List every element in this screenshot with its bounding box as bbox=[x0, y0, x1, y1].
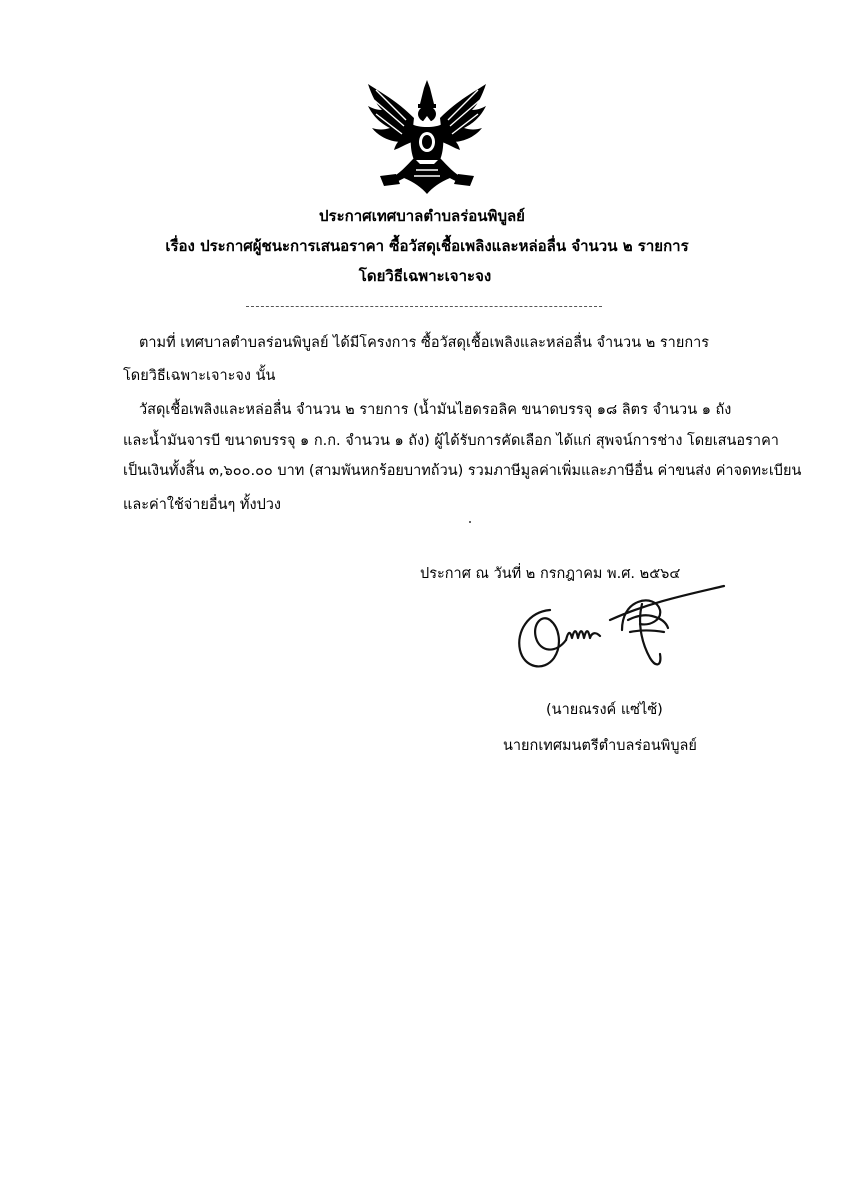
announcement-subject: เรื่อง ประกาศผู้ชนะการเสนอราคา ซื้อวัสดุเชื้อเพลิงและหล่อลื่น จำนวน ๒ รายการ bbox=[165, 237, 689, 255]
body-line-4: และน้ำมันจารบี ขนาดบรรจุ ๑ ก.ก. จำนวน ๑ ถัง) ผู้ได้รับการคัดเลือก ได้แก่ สุพจน์การช่าง โดยเสนอราคา bbox=[123, 433, 779, 449]
signer-name: (นายณรงค์ แซ่ไซ้) bbox=[546, 702, 663, 718]
announcement-date: ประกาศ ณ วันที่ ๒ กรกฎาคม พ.ศ. ๒๕๖๔ bbox=[420, 566, 681, 582]
garuda-emblem-icon bbox=[366, 78, 488, 196]
body-line-3: วัสดุเชื้อเพลิงและหล่อลื่น จำนวน ๒ รายการ (น้ำมันไฮดรอลิค ขนาดบรรจุ ๑๘ ลิตร จำนวน ๑ ถัง bbox=[139, 402, 732, 418]
signature-image bbox=[510, 580, 730, 680]
stray-mark bbox=[469, 521, 471, 523]
signer-position: นายกเทศมนตรีตำบลร่อนพิบูลย์ bbox=[503, 738, 697, 754]
body-line-5: เป็นเงินทั้งสิ้น ๓,๖๐๐.๐๐ บาท (สามพันหกร้อยบาทถ้วน) รวมภาษีมูลค่าเพิ่มและภาษีอื่น ค่าขนส่ง ค่าจดทะเบียน bbox=[123, 463, 802, 479]
title-divider bbox=[246, 306, 602, 307]
announcement-method: โดยวิธีเฉพาะเจาะจง bbox=[358, 267, 492, 285]
body-line-1: ตามที่ เทศบาลตำบลร่อนพิบูลย์ ได้มีโครงการ ซื้อวัสดุเชื้อเพลิงและหล่อลื่น จำนวน ๒ รายการ bbox=[139, 335, 710, 351]
body-line-6: และค่าใช้จ่ายอื่นๆ ทั้งปวง bbox=[123, 497, 281, 513]
body-line-2: โดยวิธีเฉพาะเจาะจง นั้น bbox=[123, 368, 276, 384]
announcement-title: ประกาศเทศบาลตำบลร่อนพิบูลย์ bbox=[319, 207, 525, 225]
